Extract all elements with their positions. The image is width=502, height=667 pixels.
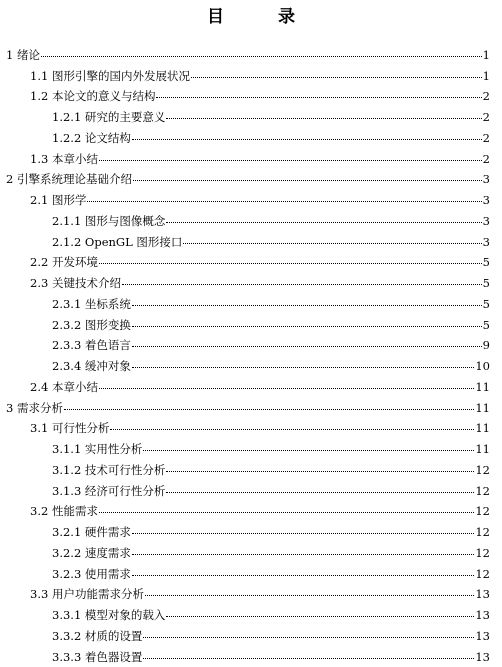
toc-entry-line — [6, 171, 490, 187]
toc-entry-line — [52, 296, 490, 312]
toc-entry-number: 3.3.3 — [52, 649, 85, 664]
toc-entry-label: 绪论 — [16, 47, 40, 62]
toc-entry-number: 3.1.2 — [52, 462, 85, 477]
toc-entry[interactable] — [0, 272, 502, 293]
toc-entry-label: 经济可行性分析 — [84, 483, 166, 498]
toc-entry-line — [52, 317, 490, 333]
toc-entry-line — [52, 358, 490, 374]
toc-entry-line — [52, 462, 490, 478]
toc-entry-number: 1 — [6, 47, 17, 62]
toc-entry-number: 3.2.3 — [52, 566, 85, 581]
dot-leader — [191, 77, 482, 78]
dot-leader — [132, 554, 474, 555]
dot-leader — [99, 388, 474, 389]
toc-entry-line — [30, 275, 490, 291]
toc-entry-line — [30, 503, 490, 519]
toc-entry-number: 2.3 — [30, 276, 52, 290]
toc-entry-number: 2.3.2 — [52, 317, 85, 332]
toc-entry-number: 2.3.4 — [52, 359, 85, 373]
toc-entry-number: 3.3 — [30, 587, 52, 602]
dot-leader — [166, 222, 481, 223]
toc-entry-line — [52, 441, 490, 457]
toc-entry-line — [52, 337, 490, 353]
dot-leader — [132, 139, 482, 140]
toc-entry[interactable] — [0, 521, 502, 542]
toc-entry-label: 可行性分析 — [51, 421, 110, 436]
toc-entry-line — [6, 400, 490, 416]
toc-entry-page-number: 11 — [475, 442, 490, 456]
toc-entry-line — [30, 88, 490, 104]
toc-entry-page-number: 11 — [475, 400, 490, 415]
toc-entry-page-number: 2 — [482, 130, 490, 145]
toc-entry-label: 论文结构 — [84, 130, 131, 145]
dot-leader — [143, 637, 474, 638]
toc-entry-label: 技术可行性分析 — [84, 462, 166, 477]
toc-entry[interactable] — [0, 604, 502, 625]
dot-leader — [183, 243, 481, 244]
toc-entry-line — [52, 483, 490, 499]
toc-entry-page-number: 3 — [482, 234, 490, 249]
toc-entry-label: 着色语言 — [84, 338, 131, 353]
toc-entry-page-number: 3 — [482, 172, 490, 187]
toc-entry[interactable] — [0, 625, 502, 646]
toc-entry-label: 材质的设置 — [84, 628, 143, 643]
toc-entry-page-number: 13 — [475, 608, 490, 622]
toc-entry-number: 2.2 — [30, 255, 52, 270]
toc-entry-page-number: 5 — [482, 296, 490, 311]
dot-leader — [132, 346, 482, 347]
toc-entry[interactable] — [0, 210, 502, 231]
dot-leader — [99, 263, 482, 264]
toc-entry[interactable] — [0, 335, 502, 356]
toc-entry-number: 2.4 — [30, 379, 52, 394]
toc-entry-label: 着色器设置 — [84, 649, 143, 664]
toc-entry-label: 坐标系统 — [84, 296, 131, 311]
toc-entry-number: 1.1 — [30, 68, 52, 83]
toc-entry-page-number: 2 — [482, 151, 490, 166]
dot-leader — [122, 284, 482, 285]
dot-leader — [110, 429, 474, 430]
toc-entry[interactable] — [0, 355, 502, 376]
dot-leader — [166, 471, 474, 472]
dot-leader — [99, 160, 482, 161]
toc-entry-label: 本章小结 — [51, 151, 98, 166]
dot-leader — [166, 118, 481, 119]
toc-entry-number: 1.2.1 — [52, 110, 85, 124]
toc-entry-line — [52, 130, 490, 146]
toc-entry-page-number: 10 — [475, 359, 490, 373]
toc-entry-label: 缓冲对象 — [84, 359, 131, 373]
toc-entry-number: 1.2 — [30, 89, 52, 104]
dot-leader — [132, 367, 474, 368]
toc-entry-line — [52, 524, 490, 540]
toc-entry-label: 需求分析 — [16, 400, 63, 415]
toc-entry-number: 3 — [6, 400, 17, 415]
toc-entry-number: 2.1.1 — [52, 213, 85, 228]
dot-leader — [166, 616, 474, 617]
dot-leader — [156, 97, 481, 98]
dot-leader — [133, 180, 482, 181]
dot-leader — [99, 512, 474, 513]
toc-entry-label: 本论文的意义与结构 — [51, 89, 156, 104]
toc-entry-page-number: 2 — [482, 110, 490, 124]
toc-entry-page-number: 12 — [475, 545, 490, 560]
toc-entry-label: 模型对象的载入 — [84, 608, 166, 622]
toc-entry[interactable] — [0, 459, 502, 480]
toc-entry[interactable] — [0, 65, 502, 86]
toc-entry[interactable] — [0, 314, 502, 335]
toc-entry[interactable] — [0, 584, 502, 605]
toc-entry-line — [52, 109, 490, 125]
dot-leader — [41, 56, 482, 57]
dot-leader — [132, 326, 482, 327]
toc-entry-page-number: 13 — [475, 587, 490, 602]
dot-leader — [87, 201, 481, 202]
toc-entry[interactable] — [0, 646, 502, 667]
toc-entry-number: 3.2 — [30, 504, 52, 519]
dot-leader — [132, 305, 482, 306]
toc-entry[interactable] — [0, 189, 502, 210]
toc-entry-page-number: 13 — [475, 628, 490, 643]
table-of-contents — [0, 44, 502, 667]
toc-entry-line — [30, 586, 490, 602]
toc-entry-page-number: 2 — [482, 89, 490, 104]
toc-entry[interactable] — [0, 397, 502, 418]
toc-entry-number: 3.3.1 — [52, 608, 85, 622]
toc-entry-line — [52, 649, 490, 665]
toc-entry-label: 图形引擎的国内外发展状况 — [51, 68, 190, 83]
toc-entry[interactable] — [0, 86, 502, 107]
toc-entry[interactable] — [0, 127, 502, 148]
toc-entry[interactable] — [0, 252, 502, 273]
dot-leader — [64, 409, 474, 410]
toc-entry-page-number: 12 — [475, 483, 490, 498]
toc-entry-label: 用户功能需求分析 — [51, 587, 144, 602]
dot-leader — [145, 595, 474, 596]
toc-entry-label: 关键技术介绍 — [51, 276, 121, 290]
toc-entry-number: 3.1.1 — [52, 442, 85, 456]
toc-entry[interactable] — [0, 169, 502, 190]
toc-entry-label: OpenGL 图形接口 — [84, 234, 183, 249]
toc-entry-label: 硬件需求 — [84, 525, 131, 539]
toc-entry-number: 2 — [6, 172, 17, 187]
toc-entry-line — [52, 628, 490, 644]
toc-entry-page-number: 9 — [482, 338, 490, 353]
toc-entry-label: 引擎系统理论基础介绍 — [16, 172, 132, 187]
toc-entry-page-number: 13 — [475, 649, 490, 664]
toc-entry-number: 2.1.2 — [52, 234, 85, 249]
toc-entry-line — [52, 213, 490, 229]
toc-entry-page-number: 1 — [482, 68, 490, 83]
toc-entry[interactable] — [0, 542, 502, 563]
toc-entry-line — [30, 254, 490, 270]
toc-entry-label: 实用性分析 — [84, 442, 143, 456]
toc-entry-line — [30, 151, 490, 167]
toc-entry-page-number: 3 — [482, 213, 490, 228]
toc-entry-number: 2.3.1 — [52, 296, 85, 311]
toc-entry-page-number: 12 — [475, 504, 490, 519]
toc-entry-number: 1.2.2 — [52, 130, 85, 145]
toc-entry-page-number: 12 — [475, 462, 490, 477]
toc-entry-label: 速度需求 — [84, 545, 131, 560]
toc-entry-number: 1.3 — [30, 151, 52, 166]
toc-entry-line — [52, 234, 490, 250]
toc-entry[interactable] — [0, 376, 502, 397]
toc-entry-page-number: 3 — [482, 193, 490, 207]
toc-title: 目 录 — [207, 7, 319, 27]
toc-entry-number: 3.2.1 — [52, 525, 85, 539]
toc-entry-label: 本章小结 — [51, 379, 98, 394]
toc-entry[interactable] — [0, 293, 502, 314]
dot-leader — [143, 658, 474, 659]
dot-leader — [143, 450, 474, 451]
toc-entry-number: 3.3.2 — [52, 628, 85, 643]
toc-entry[interactable] — [0, 563, 502, 584]
toc-entry[interactable] — [0, 231, 502, 252]
toc-entry-page-number: 11 — [475, 421, 490, 436]
toc-entry[interactable] — [0, 106, 502, 127]
toc-entry-label: 性能需求 — [51, 504, 98, 519]
toc-entry-line — [52, 607, 490, 623]
toc-entry[interactable] — [0, 148, 502, 169]
toc-entry-page-number: 1 — [482, 47, 490, 62]
toc-entry-label: 图形变换 — [84, 317, 131, 332]
dot-leader — [166, 492, 474, 493]
toc-entry-page-number: 12 — [475, 566, 490, 581]
toc-entry-page-number: 11 — [475, 379, 490, 394]
toc-entry-label: 研究的主要意义 — [84, 110, 166, 124]
toc-entry-line — [30, 192, 490, 208]
toc-entry[interactable] — [0, 438, 502, 459]
toc-entry-label: 图形与图像概念 — [84, 213, 166, 228]
toc-entry-number: 2.3.3 — [52, 338, 85, 353]
toc-entry-page-number: 5 — [482, 317, 490, 332]
dot-leader — [132, 533, 474, 534]
toc-entry[interactable] — [0, 418, 502, 439]
toc-entry-number: 3.1 — [30, 421, 52, 436]
toc-entry-page-number: 5 — [482, 276, 490, 290]
toc-entry-line — [52, 566, 490, 582]
toc-entry[interactable] — [0, 480, 502, 501]
toc-entry[interactable] — [0, 501, 502, 522]
toc-entry[interactable] — [0, 44, 502, 65]
toc-entry-line — [52, 545, 490, 561]
toc-entry-label: 图形学 — [51, 193, 87, 207]
toc-entry-label: 使用需求 — [84, 566, 131, 581]
toc-entry-number: 3.2.2 — [52, 545, 85, 560]
toc-entry-number: 3.1.3 — [52, 483, 85, 498]
toc-entry-line — [6, 47, 490, 63]
toc-entry-line — [30, 68, 490, 84]
toc-entry-page-number: 12 — [475, 525, 490, 539]
toc-entry-page-number: 5 — [482, 255, 490, 270]
toc-entry-line — [30, 379, 490, 395]
toc-entry-number: 2.1 — [30, 193, 52, 207]
dot-leader — [132, 575, 474, 576]
toc-entry-line — [30, 420, 490, 436]
toc-entry-label: 开发环境 — [51, 255, 98, 270]
